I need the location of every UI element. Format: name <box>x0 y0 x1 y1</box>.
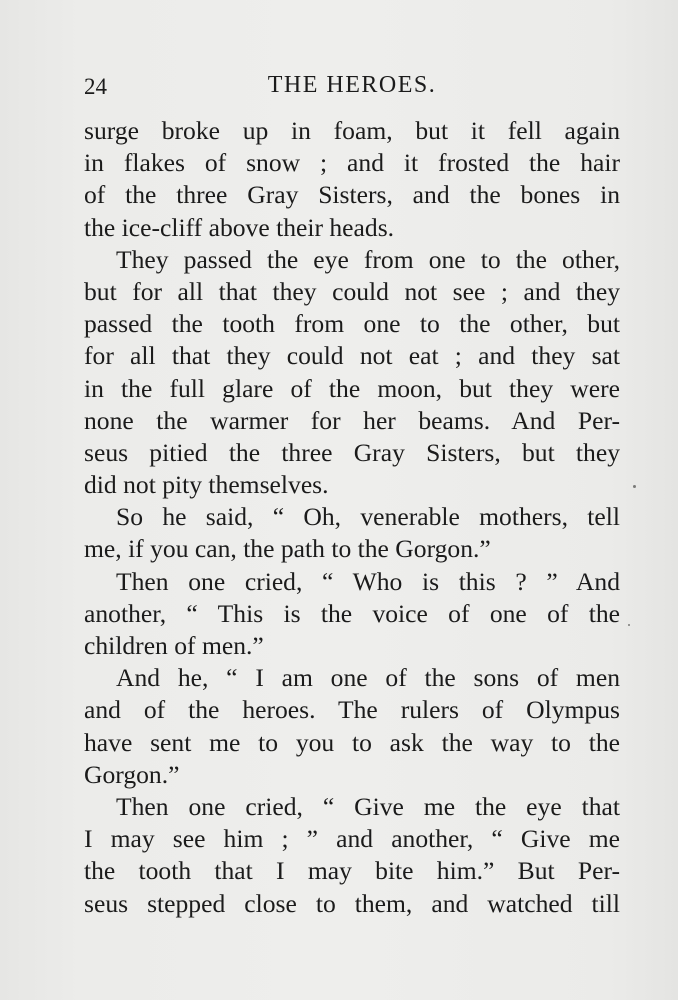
text-line: none the warmer for her beams. And Per- <box>84 405 620 435</box>
text-line: for all that they could not eat ; and they sat <box>84 341 620 371</box>
text-line: I may see him ; ” and another, “ Give me <box>84 824 620 854</box>
text-line: in the full glare of the moon, but they were <box>84 373 620 403</box>
text-line: but for all that they could not see ; and they <box>84 276 620 306</box>
text-line: Then one cried, “ Give me the eye that <box>116 791 620 821</box>
paper-speck <box>633 485 636 488</box>
page-header <box>84 68 620 102</box>
running-head: THE HEROES. <box>267 72 437 98</box>
text-line: seus stepped close to them, and watched till <box>84 888 620 918</box>
text-line: seus pitied the three Gray Sisters, but they <box>84 437 620 467</box>
page-number: 24 <box>84 74 107 99</box>
text-line: Gorgon.” <box>84 759 180 789</box>
body-text <box>84 115 620 920</box>
text-line: another, “ This is the voice of one of the <box>84 598 620 628</box>
text-line: the ice-cliff above their heads. <box>84 212 395 242</box>
text-line: children of men.” <box>84 631 264 660</box>
text-line: So he said, “ Oh, venerable mothers, tell <box>116 502 620 532</box>
text-line: Then one cried, “ Who is this ? ” And <box>116 566 620 596</box>
text-line: in flakes of snow ; and it frosted the hair <box>84 148 620 178</box>
text-line: have sent me to you to ask the way to the <box>84 727 620 757</box>
text-line: passed the tooth from one to the other, but <box>84 309 620 339</box>
text-line: And he, “ I am one of the sons of men <box>116 663 620 693</box>
text-line: of the three Gray Sisters, and the bones in <box>84 180 620 210</box>
text-line: me, if you can, the path to the Gorgon.” <box>84 534 491 564</box>
text-line: did not pity themselves. <box>84 470 329 500</box>
paper-speck <box>628 624 630 626</box>
text-line: They passed the eye from one to the other, <box>116 244 620 274</box>
text-line: surge broke up in foam, but it fell again <box>84 116 620 145</box>
text-line: and of the heroes. The rulers of Olympus <box>84 695 620 725</box>
text-line: the tooth that I may bite him.” But Per- <box>84 856 620 886</box>
